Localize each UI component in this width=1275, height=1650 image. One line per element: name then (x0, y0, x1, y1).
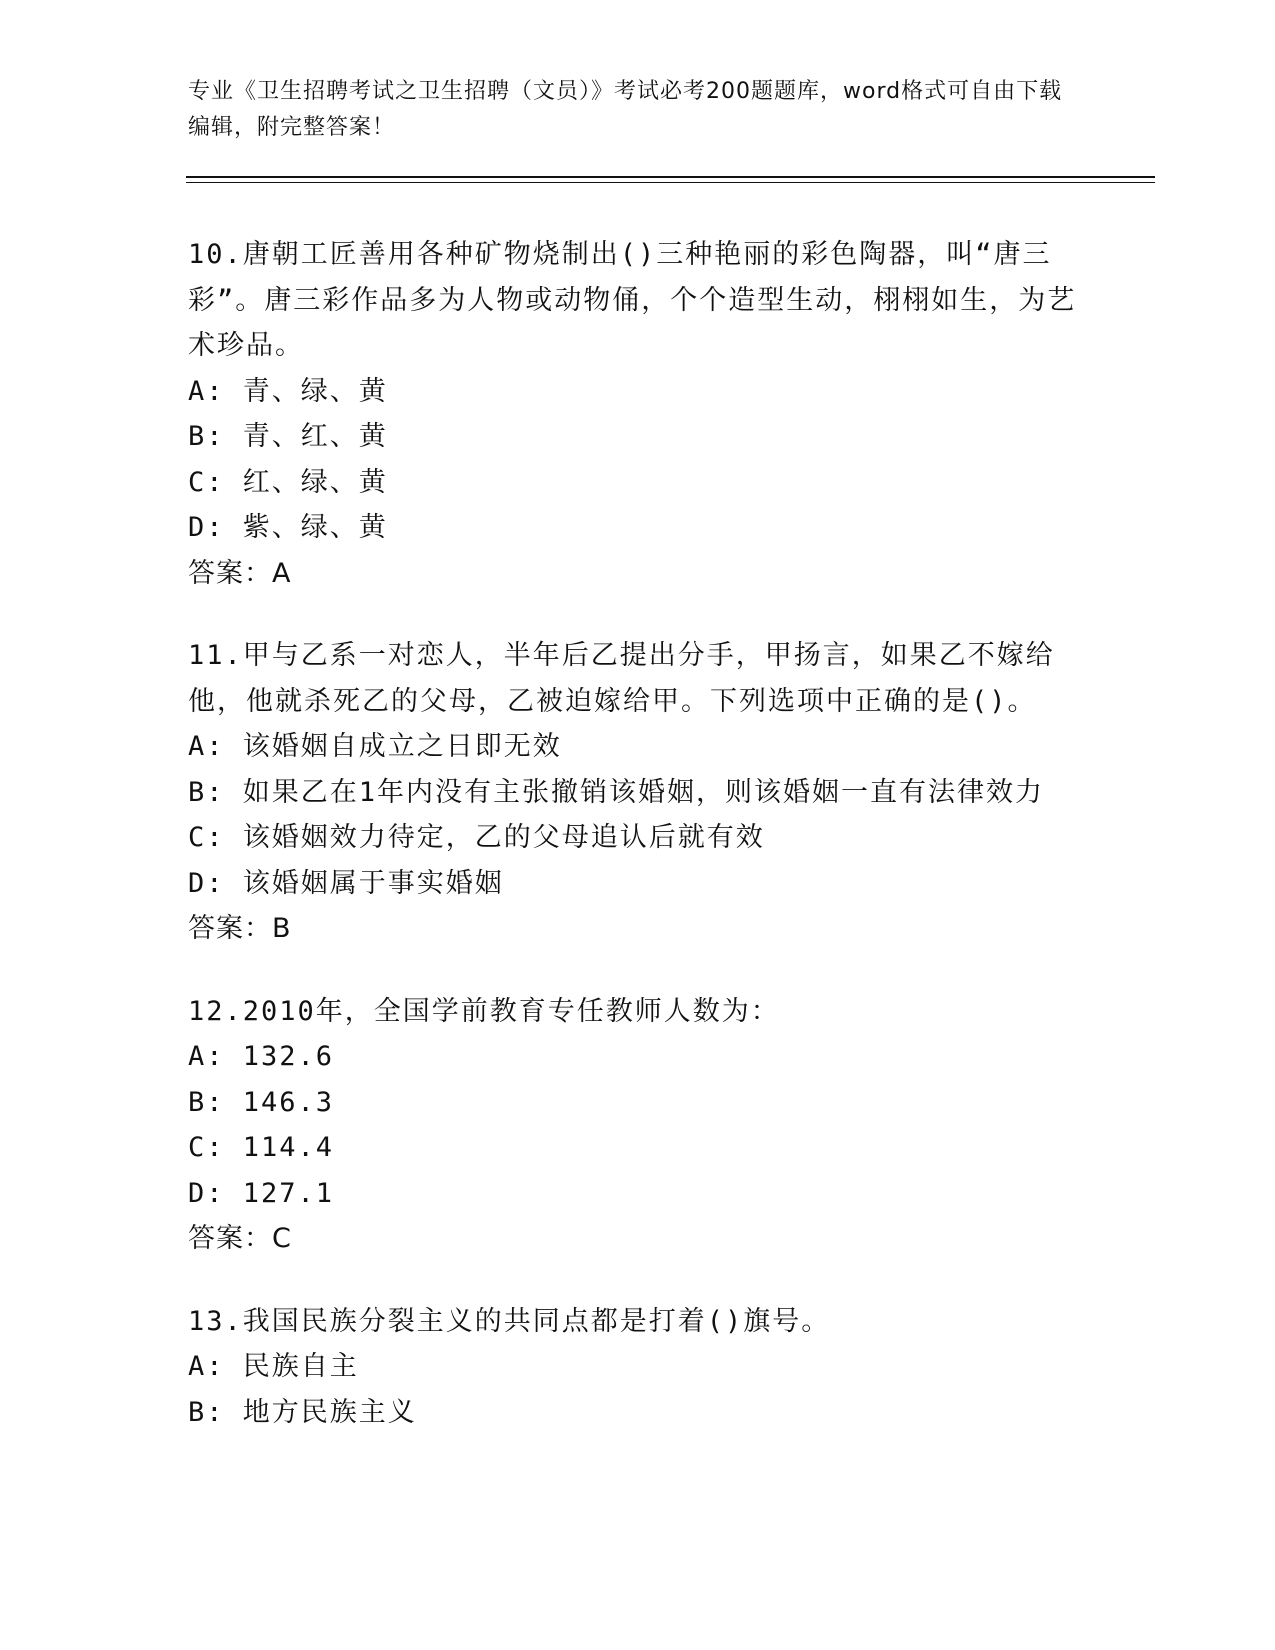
option-a: A: 民族自主 (188, 1351, 359, 1382)
question-12 (188, 989, 1078, 1262)
question-stem: 10.唐朝工匠善用各种矿物烧制出()三种艳丽的彩色陶器，叫“唐三彩”。唐三彩作品多为人物或动物俑，个个造型生动，栩栩如生，为艺术珍品。 (188, 239, 1077, 361)
option-c: C: 红、绿、黄 (188, 466, 388, 498)
option-c: C: 该婚姻效力待定，乙的父母追认后就有效 (188, 822, 765, 853)
answer-line: 答案：B (188, 913, 292, 944)
header-divider-thick (186, 176, 1155, 178)
question-11 (188, 633, 1078, 952)
answer-line: 答案：C (188, 1223, 292, 1254)
question-stem: 13.我国民族分裂主义的共同点都是打着()旗号。 (188, 1305, 831, 1337)
question-list (188, 232, 1078, 1472)
question-13 (188, 1299, 1078, 1436)
question-stem: 12.2010年，全国学前教育专任教师人数为： (188, 995, 780, 1027)
option-c: C: 114.4 (188, 1132, 335, 1163)
option-d: D: 紫、绿、黄 (188, 512, 388, 543)
option-b: B: 青、红、黄 (188, 421, 388, 452)
question-10 (188, 232, 1078, 596)
answer-line: 答案：A (188, 557, 292, 589)
option-b: B: 地方民族主义 (188, 1396, 417, 1428)
option-b: B: 如果乙在1年内没有主张撤销该婚姻，则该婚姻一直有法律效力 (188, 776, 1045, 808)
option-a: A: 132.6 (188, 1041, 335, 1072)
question-stem: 11.甲与乙系一对恋人，半年后乙提出分手，甲扬言，如果乙不嫁给他，他就杀死乙的父母，乙被迫嫁给甲。下列选项中正确的是()。 (188, 640, 1055, 717)
option-a: A: 青、绿、黄 (188, 375, 388, 407)
option-d: D: 该婚姻属于事实婚姻 (188, 867, 504, 899)
option-b: B: 146.3 (188, 1086, 335, 1118)
document-intro: 专业《卫生招聘考试之卫生招聘（文员）》考试必考200题题库，word格式可自由下载编辑，附完整答案！ (188, 79, 1063, 140)
header-divider-thin (186, 182, 1155, 183)
option-d: D: 127.1 (188, 1177, 335, 1209)
option-a: A: 该婚姻自成立之日即无效 (188, 731, 562, 762)
